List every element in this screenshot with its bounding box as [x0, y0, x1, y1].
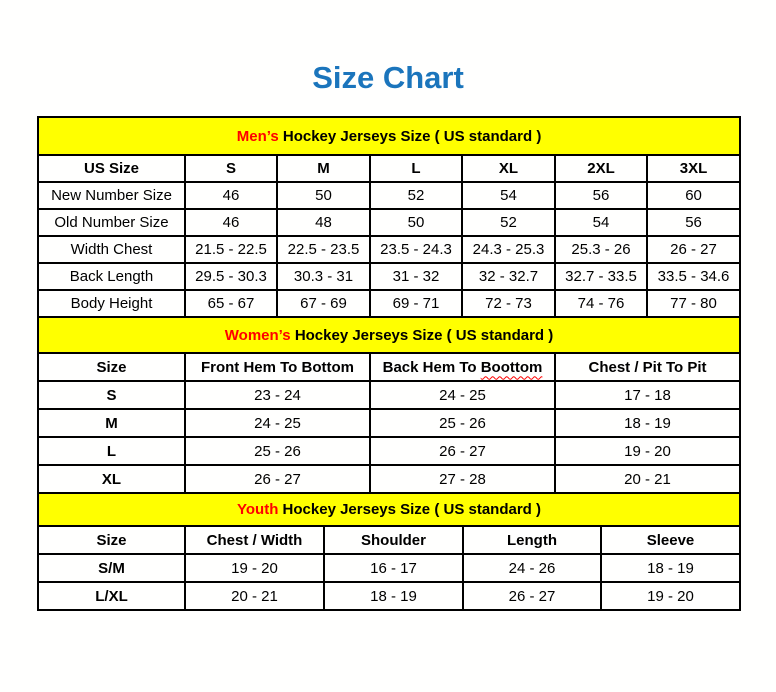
row-label: L — [38, 437, 185, 465]
cell: 26 - 27 — [463, 582, 601, 610]
table-row — [38, 381, 740, 409]
cell: 77 - 80 — [647, 290, 740, 317]
cell: 60 — [647, 182, 740, 209]
cell: 24 - 26 — [463, 554, 601, 582]
cell: 17 - 18 — [555, 381, 740, 409]
table-row — [38, 409, 740, 437]
table-row — [38, 582, 740, 610]
womens-section-header — [38, 317, 740, 353]
cell: 22.5 - 23.5 — [277, 236, 370, 263]
womens-section-title: Hockey Jerseys Size ( US standard ) — [294, 326, 554, 344]
cell: 48 — [277, 209, 370, 236]
cell: 26 - 27 — [370, 437, 555, 465]
cell: 74 - 76 — [555, 290, 647, 317]
cell: 19 - 20 — [185, 554, 324, 582]
cell: 16 - 17 — [324, 554, 463, 582]
mens-header-row — [38, 155, 740, 182]
column-header — [370, 353, 555, 381]
cell: 67 - 69 — [277, 290, 370, 317]
cell: 69 - 71 — [370, 290, 462, 317]
size-chart-tables — [37, 116, 739, 611]
table-row — [38, 465, 740, 493]
cell: 46 — [185, 182, 277, 209]
column-header: Length — [463, 526, 601, 554]
column-header: Chest / Pit To Pit — [555, 353, 740, 381]
mens-size-table — [37, 116, 741, 318]
mens-section-title: Hockey Jerseys Size ( US standard ) — [282, 127, 542, 145]
column-header: M — [277, 155, 370, 182]
youth-section-highlight: Youth — [237, 501, 279, 518]
column-header: S — [185, 155, 277, 182]
cell: 54 — [462, 182, 555, 209]
row-label: S — [38, 381, 185, 409]
cell: 19 - 20 — [555, 437, 740, 465]
table-row — [38, 236, 740, 263]
youth-section-title: Hockey Jerseys Size ( US standard ) — [282, 501, 541, 518]
cell: 21.5 - 22.5 — [185, 236, 277, 263]
page-title: Size Chart — [312, 60, 464, 95]
column-header: Sleeve — [601, 526, 740, 554]
column-header: Size — [38, 353, 185, 381]
cell: 26 - 27 — [647, 236, 740, 263]
cell: 29.5 - 30.3 — [185, 263, 277, 290]
column-header: Chest / Width — [185, 526, 324, 554]
cell: 27 - 28 — [370, 465, 555, 493]
cell: 50 — [370, 209, 462, 236]
youth-header-row — [38, 526, 740, 554]
cell: 31 - 32 — [370, 263, 462, 290]
row-label: L/XL — [38, 582, 185, 610]
row-label: Old Number Size — [38, 209, 185, 236]
womens-size-table — [37, 316, 741, 494]
table-row — [38, 209, 740, 236]
table-row — [38, 290, 740, 317]
row-label: S/M — [38, 554, 185, 582]
cell: 46 — [185, 209, 277, 236]
row-label: XL — [38, 465, 185, 493]
column-header: 3XL — [647, 155, 740, 182]
table-row — [38, 263, 740, 290]
cell: 50 — [277, 182, 370, 209]
cell: 24 - 25 — [185, 409, 370, 437]
womens-section-highlight: Women’s — [224, 326, 291, 344]
cell: 25 - 26 — [370, 409, 555, 437]
cell: 18 - 19 — [324, 582, 463, 610]
table-row — [38, 554, 740, 582]
cell: 18 - 19 — [555, 409, 740, 437]
cell: 54 — [555, 209, 647, 236]
womens-header-row — [38, 353, 740, 381]
row-label: M — [38, 409, 185, 437]
cell: 24 - 25 — [370, 381, 555, 409]
cell: 56 — [647, 209, 740, 236]
table-row — [38, 437, 740, 465]
mens-section-band — [38, 117, 740, 155]
youth-size-table — [37, 492, 741, 611]
column-header: XL — [462, 155, 555, 182]
row-label: Body Height — [38, 290, 185, 317]
column-header-text: Back Hem To — [382, 358, 477, 376]
mens-section-highlight: Men’s — [236, 127, 279, 145]
cell: 30.3 - 31 — [277, 263, 370, 290]
cell: 23 - 24 — [185, 381, 370, 409]
cell: 20 - 21 — [555, 465, 740, 493]
youth-section-header — [38, 493, 740, 526]
cell: 32 - 32.7 — [462, 263, 555, 290]
row-label: Width Chest — [38, 236, 185, 263]
column-header: L — [370, 155, 462, 182]
cell: 56 — [555, 182, 647, 209]
mens-section-header — [38, 117, 740, 155]
cell: 18 - 19 — [601, 554, 740, 582]
cell: 19 - 20 — [601, 582, 740, 610]
column-header: Size — [38, 526, 185, 554]
row-label: New Number Size — [38, 182, 185, 209]
column-header: 2XL — [555, 155, 647, 182]
column-header: US Size — [38, 155, 185, 182]
cell: 33.5 - 34.6 — [647, 263, 740, 290]
womens-section-band — [38, 317, 740, 353]
row-label: Back Length — [38, 263, 185, 290]
cell: 65 - 67 — [185, 290, 277, 317]
cell: 25.3 - 26 — [555, 236, 647, 263]
cell: 25 - 26 — [185, 437, 370, 465]
misspelled-word: Boottom — [480, 358, 543, 376]
table-row — [38, 182, 740, 209]
cell: 52 — [370, 182, 462, 209]
column-header: Shoulder — [324, 526, 463, 554]
cell: 52 — [462, 209, 555, 236]
cell: 32.7 - 33.5 — [555, 263, 647, 290]
cell: 72 - 73 — [462, 290, 555, 317]
youth-section-band — [38, 493, 740, 526]
column-header: Front Hem To Bottom — [185, 353, 370, 381]
cell: 26 - 27 — [185, 465, 370, 493]
cell: 23.5 - 24.3 — [370, 236, 462, 263]
cell: 20 - 21 — [185, 582, 324, 610]
cell: 24.3 - 25.3 — [462, 236, 555, 263]
